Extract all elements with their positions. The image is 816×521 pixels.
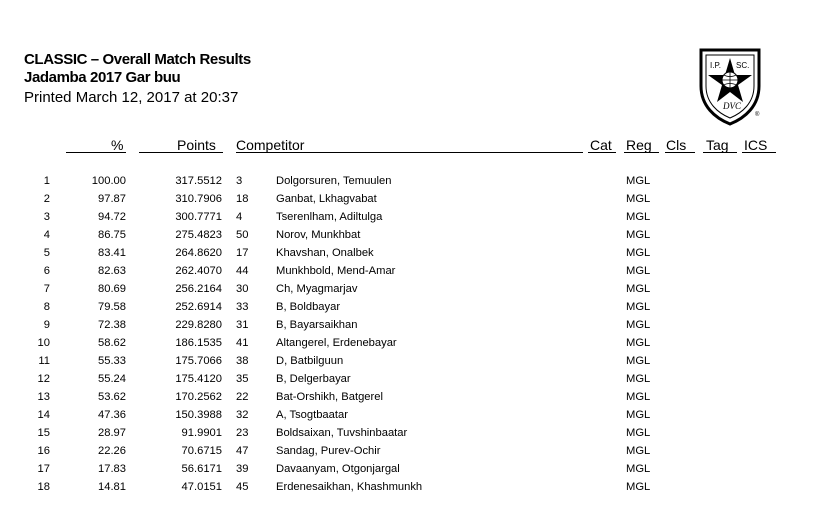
points-cell: 262.4070 — [175, 265, 222, 277]
col-underline-cls — [665, 152, 695, 153]
points-cell: 317.5512 — [175, 175, 222, 187]
table-row — [0, 352, 816, 370]
col-underline-reg — [624, 152, 659, 153]
place-cell: 5 — [43, 247, 50, 259]
points-cell: 186.1535 — [175, 337, 222, 349]
pct-cell: 28.97 — [98, 427, 126, 439]
competitor-name-cell: B, Bayarsaikhan — [276, 319, 358, 331]
pct-cell: 47.36 — [98, 409, 126, 421]
col-header-pct: % — [111, 137, 124, 153]
region-cell: MGL — [626, 463, 651, 475]
region-cell: MGL — [626, 319, 651, 331]
place-cell: 3 — [43, 211, 50, 223]
competitor-name-cell: A, Tsogtbaatar — [276, 409, 348, 421]
place-cell: 18 — [37, 481, 50, 493]
table-row — [0, 460, 816, 478]
points-cell: 91.9901 — [181, 427, 222, 439]
region-cell: MGL — [626, 427, 651, 439]
logo-letters-right: SC. — [736, 61, 750, 70]
pct-cell: 100.00 — [91, 175, 126, 187]
competitor-name-cell: Erdenesaikhan, Khashmunkh — [276, 481, 423, 493]
col-underline-cat — [588, 152, 616, 153]
place-cell: 9 — [43, 319, 50, 331]
logo-motto: DVC — [723, 101, 741, 111]
ipsc-shield-star-icon — [697, 46, 767, 126]
col-header-points: Points — [177, 137, 216, 153]
table-row — [0, 406, 816, 424]
competitor-number-cell: 45 — [236, 481, 249, 493]
region-cell: MGL — [626, 193, 651, 205]
place-cell: 17 — [37, 463, 50, 475]
competitor-number-cell: 41 — [236, 337, 249, 349]
competitor-name-cell: D, Batbilguun — [276, 355, 344, 367]
competitor-number-cell: 18 — [236, 193, 249, 205]
competitor-name-cell: Boldsaixan, Tuvshinbaatar — [276, 427, 408, 439]
col-underline-ics — [742, 152, 776, 153]
table-row — [0, 226, 816, 244]
table-row — [0, 262, 816, 280]
region-cell: MGL — [626, 229, 651, 241]
points-cell: 47.0151 — [181, 481, 222, 493]
competitor-number-cell: 38 — [236, 355, 249, 367]
place-cell: 6 — [43, 265, 50, 277]
region-cell: MGL — [626, 301, 651, 313]
place-cell: 15 — [37, 427, 50, 439]
points-cell: 170.2562 — [175, 391, 222, 403]
table-row — [0, 244, 816, 262]
competitor-name-cell: Norov, Munkhbat — [276, 229, 361, 241]
report-title: CLASSIC – Overall Match Results — [24, 51, 251, 68]
region-cell: MGL — [626, 355, 651, 367]
points-cell: 175.4120 — [175, 373, 222, 385]
place-cell: 8 — [43, 301, 50, 313]
competitor-name-cell: Davaanyam, Otgonjargal — [276, 463, 400, 475]
logo-letters-left: I.P. — [710, 61, 721, 70]
place-cell: 13 — [37, 391, 50, 403]
pct-cell: 83.41 — [98, 247, 126, 259]
competitor-number-cell: 4 — [236, 211, 243, 223]
competitor-number-cell: 22 — [236, 391, 249, 403]
pct-cell: 14.81 — [98, 481, 126, 493]
pct-cell: 79.58 — [98, 301, 126, 313]
competitor-name-cell: Dolgorsuren, Temuulen — [276, 175, 392, 187]
region-cell: MGL — [626, 283, 651, 295]
points-cell: 70.6715 — [181, 445, 222, 457]
competitor-number-cell: 47 — [236, 445, 249, 457]
col-underline-pct — [66, 152, 126, 153]
competitor-number-cell: 50 — [236, 229, 249, 241]
table-row — [0, 478, 816, 496]
place-cell: 10 — [37, 337, 50, 349]
col-underline-points — [139, 152, 223, 153]
place-cell: 12 — [37, 373, 50, 385]
points-cell: 56.6171 — [181, 463, 222, 475]
competitor-name-cell: B, Boldbayar — [276, 301, 341, 313]
competitor-number-cell: 17 — [236, 247, 249, 259]
region-cell: MGL — [626, 211, 651, 223]
region-cell: MGL — [626, 481, 651, 493]
place-cell: 11 — [38, 355, 50, 367]
competitor-number-cell: 35 — [236, 373, 249, 385]
region-cell: MGL — [626, 445, 651, 457]
competitor-name-cell: Munkhbold, Mend-Amar — [276, 265, 396, 277]
table-row — [0, 442, 816, 460]
table-row — [0, 316, 816, 334]
col-header-cat: Cat — [590, 137, 612, 153]
competitor-number-cell: 3 — [236, 175, 243, 187]
pct-cell: 72.38 — [98, 319, 126, 331]
competitor-number-cell: 23 — [236, 427, 249, 439]
competitor-name-cell: Ch, Myagmarjav — [276, 283, 358, 295]
col-header-tag: Tag — [706, 137, 729, 153]
points-cell: 252.6914 — [175, 301, 222, 313]
pct-cell: 55.33 — [98, 355, 126, 367]
points-cell: 229.8280 — [175, 319, 222, 331]
region-cell: MGL — [626, 175, 651, 187]
points-cell: 275.4823 — [175, 229, 222, 241]
region-cell: MGL — [626, 265, 651, 277]
points-cell: 310.7906 — [175, 193, 222, 205]
place-cell: 2 — [43, 193, 50, 205]
points-cell: 264.8620 — [175, 247, 222, 259]
competitor-name-cell: Bat-Orshikh, Batgerel — [276, 391, 383, 403]
competitor-name-cell: Sandag, Purev-Ochir — [276, 445, 381, 457]
table-row — [0, 172, 816, 190]
competitor-number-cell: 32 — [236, 409, 249, 421]
points-cell: 175.7066 — [175, 355, 222, 367]
region-cell: MGL — [626, 337, 651, 349]
place-cell: 7 — [43, 283, 50, 295]
competitor-name-cell: Tserenlham, Adiltulga — [276, 211, 383, 223]
table-row — [0, 208, 816, 226]
pct-cell: 80.69 — [98, 283, 126, 295]
table-row — [0, 370, 816, 388]
table-row — [0, 190, 816, 208]
col-header-cls: Cls — [666, 137, 687, 153]
pct-cell: 58.62 — [98, 337, 126, 349]
points-cell: 150.3988 — [175, 409, 222, 421]
place-cell: 1 — [43, 175, 50, 187]
competitor-name-cell: Altangerel, Erdenebayar — [276, 337, 397, 349]
points-cell: 300.7771 — [175, 211, 222, 223]
pct-cell: 53.62 — [98, 391, 126, 403]
table-row — [0, 298, 816, 316]
col-header-reg: Reg — [626, 137, 652, 153]
match-name: Jadamba 2017 Gar buu — [24, 69, 181, 86]
region-cell: MGL — [626, 409, 651, 421]
region-cell: MGL — [626, 373, 651, 385]
pct-cell: 22.26 — [98, 445, 126, 457]
printed-date: Printed March 12, 2017 at 20:37 — [24, 89, 239, 106]
region-cell: MGL — [626, 247, 651, 259]
col-underline-competitor — [236, 152, 583, 153]
competitor-name-cell: B, Delgerbayar — [276, 373, 351, 385]
pct-cell: 55.24 — [98, 373, 126, 385]
competitor-number-cell: 30 — [236, 283, 249, 295]
logo-registered-mark: ® — [755, 112, 760, 118]
place-cell: 4 — [43, 229, 50, 241]
pct-cell: 86.75 — [98, 229, 126, 241]
table-row — [0, 280, 816, 298]
pct-cell: 17.83 — [98, 463, 126, 475]
col-header-ics: ICS — [744, 137, 768, 153]
competitor-name-cell: Ganbat, Lkhagvabat — [276, 193, 377, 205]
place-cell: 14 — [37, 409, 50, 421]
pct-cell: 94.72 — [98, 211, 126, 223]
pct-cell: 97.87 — [98, 193, 126, 205]
col-header-competitor: Competitor — [236, 137, 305, 153]
pct-cell: 82.63 — [98, 265, 126, 277]
place-cell: 16 — [37, 445, 50, 457]
competitor-number-cell: 44 — [236, 265, 249, 277]
competitor-number-cell: 31 — [236, 319, 249, 331]
competitor-number-cell: 39 — [236, 463, 249, 475]
table-row — [0, 334, 816, 352]
competitor-number-cell: 33 — [236, 301, 249, 313]
table-row — [0, 388, 816, 406]
competitor-name-cell: Khavshan, Onalbek — [276, 247, 374, 259]
table-row — [0, 424, 816, 442]
points-cell: 256.2164 — [175, 283, 222, 295]
region-cell: MGL — [626, 391, 651, 403]
col-underline-tag — [703, 152, 737, 153]
